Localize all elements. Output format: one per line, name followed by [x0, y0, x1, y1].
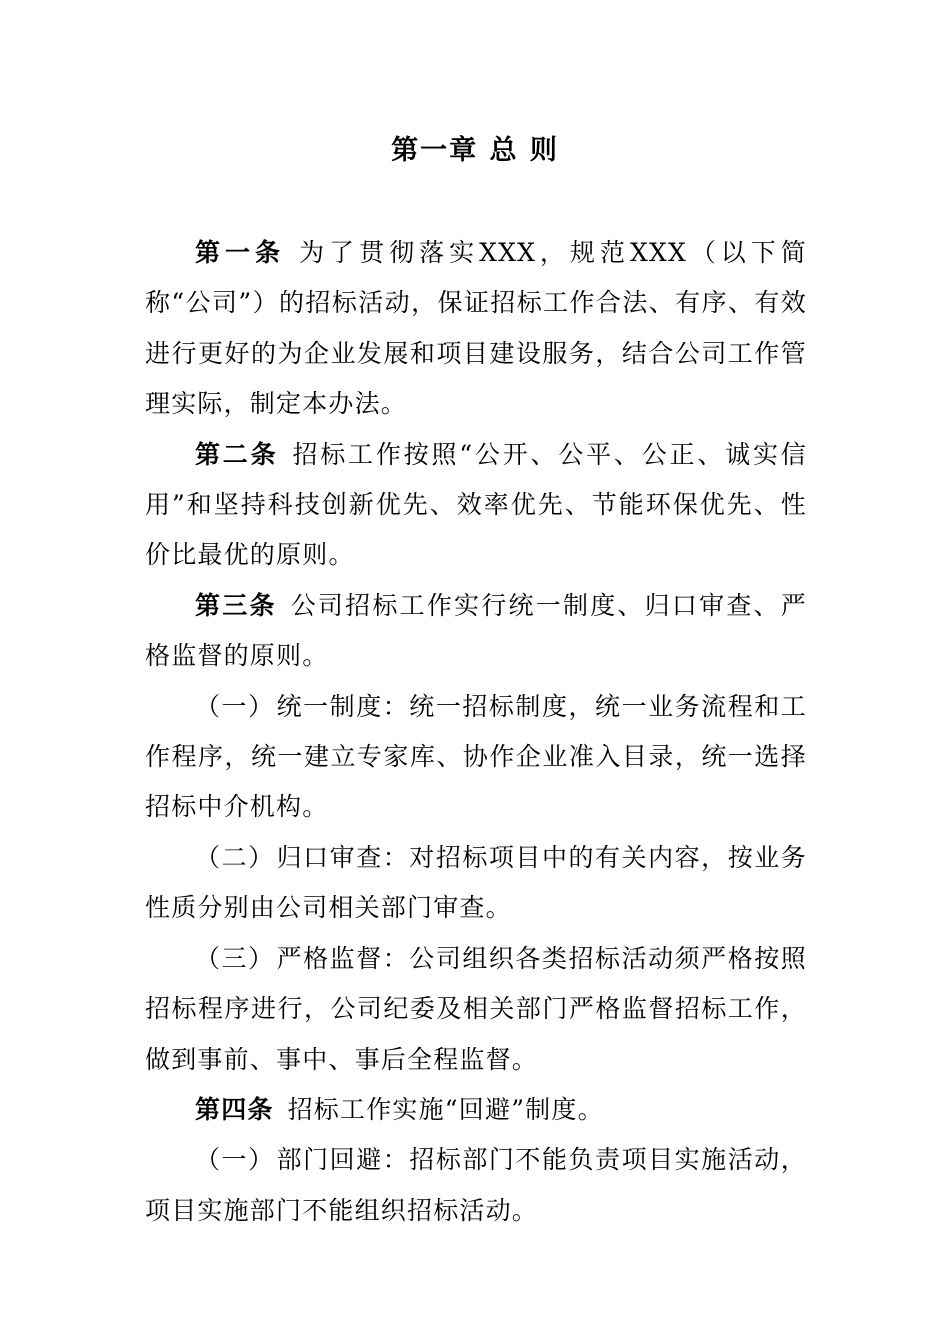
article-text: 招标工作按照“公开、公平、公正、诚实信用”和坚持科技创新优先、效率优先、节能环保优先、性价比最优的原则。 [145, 439, 807, 570]
article-label: 第二条 [195, 439, 279, 469]
article-text: 为了贯彻落实XXX，规范XXX（以下简称“公司”）的招标活动，保证招标工作合法、有序、有效进行更好的为企业发展和项目建设服务，结合公司工作管理实际，制定本办法。 [145, 238, 807, 419]
item-text: 部门回避：招标部门不能负责项目实施活动，项目实施部门不能组织招标活动。 [145, 1145, 807, 1225]
item-text: 归口审查：对招标项目中的有关内容，按业务性质分别由公司相关部门审查。 [145, 842, 807, 923]
item-label: （一） [195, 691, 275, 721]
item-label: （一） [195, 1145, 275, 1175]
document-body [145, 228, 807, 1236]
article-3-item-2 [145, 833, 807, 934]
article-4 [145, 1085, 807, 1135]
article-label: 第一条 [195, 238, 286, 267]
chapter-title: 第一章 总 则 [391, 135, 559, 166]
item-label: （二） [195, 842, 275, 872]
article-text: 公司招标工作实行统一制度、归口审查、严格监督的原则。 [145, 590, 807, 671]
item-text: 统一制度：统一招标制度，统一业务流程和工作程序，统一建立专家库、协作企业准入目录，统一选择招标中介机构。 [145, 691, 807, 822]
article-2 [145, 430, 807, 581]
article-4-item-1 [145, 1135, 807, 1236]
article-3-item-1 [145, 682, 807, 833]
article-1 [145, 228, 807, 430]
item-text: 严格监督：公司组织各类招标活动须严格按照招标程序进行，公司纪委及相关部门严格监督招标工作，做到事前、事中、事后全程监督。 [145, 943, 807, 1074]
article-3-item-3 [145, 934, 807, 1085]
article-label: 第四条 [195, 1094, 274, 1124]
item-label: （三） [195, 943, 275, 973]
article-label: 第三条 [195, 590, 277, 620]
article-text: 招标工作实施“回避”制度。 [287, 1094, 604, 1124]
article-3 [145, 581, 807, 682]
